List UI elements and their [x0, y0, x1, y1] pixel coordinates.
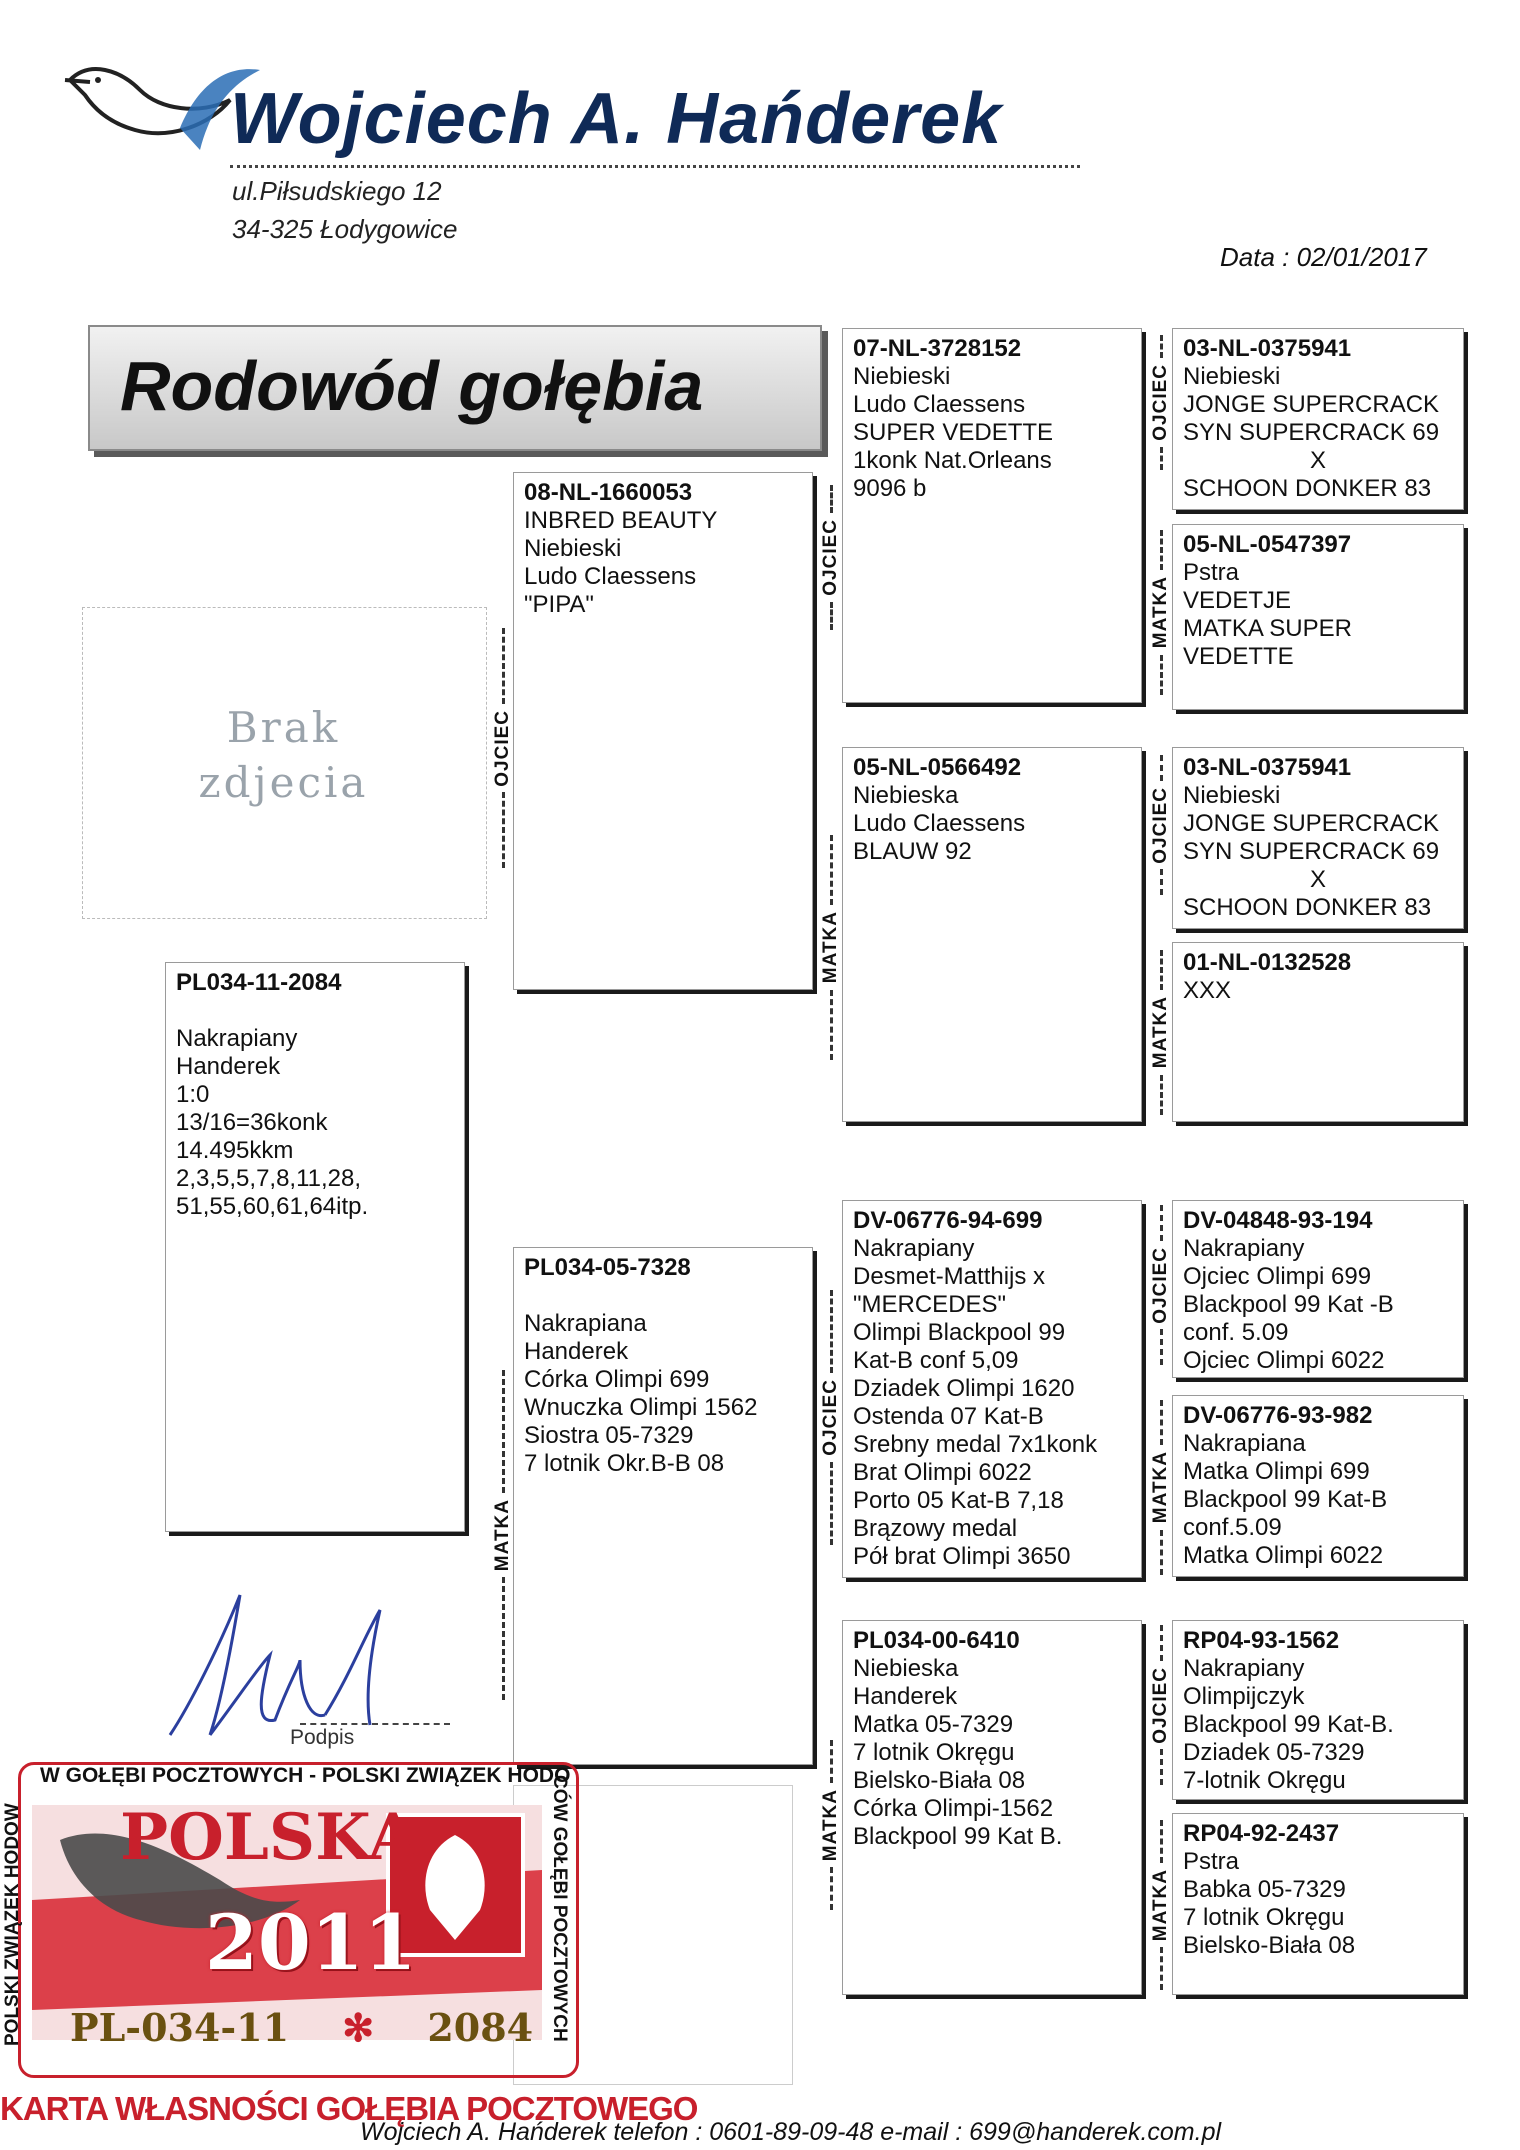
detail-line: Ludo Claessens [524, 563, 697, 590]
detail-line: Blackpool 99 Kat -B [1183, 1291, 1394, 1318]
detail-line: Ludo Claessens [853, 810, 1026, 837]
detail-line: 1:0 [176, 1081, 210, 1108]
detail-line: Ludo Claessens [853, 391, 1026, 418]
detail-line: Brązowy medal [853, 1515, 1018, 1542]
ring-number: 03-NL-0375941 [1183, 754, 1352, 781]
ring-number: DV-04848-93-194 [1183, 1207, 1373, 1234]
stamp-ring-number [70, 2005, 533, 2050]
stamp-country: POLSKA [120, 1800, 418, 1875]
mother-label-text: MATKA [492, 1498, 513, 1572]
address-city: 34-325 Łodygowice [232, 214, 458, 244]
ring-number: 08-NL-1660053 [524, 479, 693, 506]
detail-line: Handerek [853, 1683, 958, 1710]
detail-line: Nakrapiana [1183, 1430, 1306, 1457]
mother-card [513, 1247, 813, 1765]
ring-number: DV-06776-94-699 [853, 1207, 1043, 1234]
detail-line: 9096 b [853, 475, 927, 502]
cross-mark: X [1309, 866, 1326, 893]
fmm-card [1172, 942, 1464, 1122]
detail-line: Matka 05-7329 [853, 1711, 1014, 1738]
detail-line: "MERCEDES" [853, 1291, 1007, 1318]
detail-line: Niebieska [853, 782, 959, 809]
document-date: Data : 02/01/2017 [1220, 242, 1427, 272]
detail-line: XXX [1183, 977, 1232, 1004]
detail-line: 13/16=36konk [176, 1109, 328, 1136]
detail-line: SUPER VEDETTE [853, 419, 1054, 446]
detail-line: Porto 05 Kat-B 7,18 [853, 1487, 1064, 1514]
ring-number: PL034-11-2084 [176, 969, 342, 996]
ring-number: RP04-92-2437 [1183, 1820, 1340, 1847]
mother-mother-card [842, 1620, 1142, 1995]
detail-line: JONGE SUPERCRACK [1183, 391, 1440, 418]
ring-left: PL-034-11 [70, 2005, 290, 2050]
stamp-left-text: POLSKI ZWIĄZEK HODOW [2, 1803, 23, 2047]
detail-line: Córka Olimpi 699 [524, 1366, 710, 1393]
detail-line: Blackpool 99 Kat-B [1183, 1486, 1388, 1513]
detail-line: 7 lotnik Okr.B-B 08 [524, 1450, 725, 1477]
detail-line: JONGE SUPERCRACK [1183, 810, 1440, 837]
detail-line: 7 lotnik Okręgu [1183, 1904, 1345, 1931]
detail-line: SYN SUPERCRACK 69 [1183, 838, 1440, 865]
detail-line: Bielsko-Biała 08 [1183, 1932, 1356, 1959]
mff-card [1172, 1200, 1464, 1378]
detail-line: Córka Olimpi-1562 [853, 1795, 1054, 1822]
ring-number: 01-NL-0132528 [1183, 949, 1352, 976]
detail-line: Niebieska [853, 1655, 959, 1682]
photo-missing-text [82, 700, 485, 810]
detail-line: Pstra [1183, 1848, 1240, 1875]
detail-line [176, 997, 454, 1025]
detail-line: Niebieski [853, 363, 951, 390]
detail-line: Ostenda 07 Kat-B [853, 1403, 1044, 1430]
detail-line: Olimpi Blackpool 99 [853, 1319, 1066, 1346]
detail-line: Kat-B conf 5,09 [853, 1347, 1019, 1374]
father-label-text: OJCIEC [820, 1379, 841, 1456]
detail-line: Ojciec Olimpi 6022 [1183, 1347, 1385, 1374]
father-label-text: OJCIEC [1150, 1666, 1171, 1744]
detail-line: Niebieski [524, 535, 622, 562]
mother-label-text: MATKA [820, 1788, 841, 1862]
detail-line: SCHOON DONKER 83 [1183, 475, 1432, 502]
detail-line: Bielsko-Biała 08 [853, 1767, 1026, 1794]
ring-number: 07-NL-3728152 [853, 335, 1022, 362]
detail-line: Pstra [1183, 559, 1240, 586]
ring-number: RP04-93-1562 [1183, 1627, 1340, 1654]
detail-line: Matka Olimpi 6022 [1183, 1542, 1384, 1569]
detail-line: 2,3,5,5,7,8,11,28, [176, 1165, 362, 1192]
fmf-card [1172, 747, 1464, 929]
detail-line: conf.5.09 [1183, 1514, 1282, 1541]
detail-line [524, 1282, 802, 1310]
ring-number: PL034-05-7328 [524, 1254, 691, 1281]
detail-line: Nakrapiany [1183, 1655, 1305, 1682]
signature-line [300, 1723, 450, 1725]
detail-line: Wnuczka Olimpi 1562 [524, 1394, 758, 1421]
mfm-card [1172, 1395, 1464, 1577]
detail-line: conf. 5.09 [1183, 1319, 1289, 1346]
detail-line: Blackpool 99 Kat B. [853, 1823, 1063, 1850]
detail-line: INBRED BEAUTY [524, 507, 718, 534]
ring-number: PL034-00-6410 [853, 1627, 1020, 1654]
signature-label: Podpis [290, 1726, 355, 1749]
stamp-year: 2011 [205, 1898, 417, 1987]
father-mother-card [842, 747, 1142, 1122]
detail-line: 14.495kkm [176, 1137, 294, 1164]
header-divider [230, 165, 1080, 168]
subject-pigeon-card [165, 962, 465, 1532]
ring-number: 05-NL-0547397 [1183, 531, 1352, 558]
detail-line: Dziadek 05-7329 [1183, 1739, 1365, 1766]
mother-label-text: MATKA [1150, 1451, 1171, 1524]
detail-line: VEDETJE [1183, 587, 1292, 614]
stamp-right-text: CÓW GOŁĘBI POCZTOWYCH [549, 1775, 570, 2042]
detail-line: Nakrapiany [1183, 1235, 1305, 1262]
father-card [513, 472, 813, 990]
father-label-text: OJCIEC [820, 519, 841, 596]
detail-line: 7 lotnik Okręgu [853, 1739, 1015, 1766]
detail-line: Matka Olimpi 699 [1183, 1458, 1370, 1485]
father-father-card [842, 328, 1142, 703]
detail-line: Srebny medal 7x1konk [853, 1431, 1098, 1458]
detail-line: Handerek [176, 1053, 281, 1080]
stamp-top-text: W GOŁĘBI POCZTOWYCH - POLSKI ZWIĄZEK HODO [40, 1764, 571, 1787]
detail-line: "PIPA" [524, 591, 594, 618]
detail-line: Dziadek Olimpi 1620 [853, 1375, 1075, 1402]
detail-line: Ojciec Olimpi 699 [1183, 1263, 1372, 1290]
father-label-text: OJCIEC [492, 709, 513, 787]
detail-line: Nakrapiana [524, 1310, 647, 1337]
mother-label-text: MATKA [1150, 996, 1171, 1069]
detail-line: Pół brat Olimpi 3650 [853, 1543, 1071, 1570]
ring-right: 2084 [427, 2005, 534, 2050]
detail-line: 1konk Nat.Orleans [853, 447, 1052, 474]
ring-number: DV-06776-93-982 [1183, 1402, 1373, 1429]
detail-line: SYN SUPERCRACK 69 [1183, 419, 1440, 446]
detail-line: VEDETTE [1183, 643, 1294, 670]
father-label-text: OJCIEC [1150, 1246, 1171, 1324]
photo-missing-line2: zdjecia [198, 758, 369, 807]
detail-line: Niebieski [1183, 782, 1281, 809]
mmm-card [1172, 1813, 1464, 1995]
mother-label-text: MATKA [820, 911, 841, 984]
detail-line: 51,55,60,61,64itp. [176, 1193, 369, 1220]
mother-label-text: MATKA [1150, 1868, 1171, 1942]
mother-label-text: MATKA [1150, 576, 1171, 649]
detail-line: Blackpool 99 Kat-B. [1183, 1711, 1394, 1738]
page-title: Rodowód gołębia [120, 347, 704, 425]
ring-number: 03-NL-0375941 [1183, 335, 1352, 362]
father-label-text: OJCIEC [1150, 786, 1171, 864]
detail-line: BLAUW 92 [853, 838, 972, 865]
detail-line: SCHOON DONKER 83 [1183, 894, 1432, 921]
photo-missing-line1: Brak [226, 703, 341, 752]
detail-line: MATKA SUPER [1183, 615, 1352, 642]
mmf-card [1172, 1620, 1464, 1800]
detail-line: Handerek [524, 1338, 629, 1365]
mother-father-card [842, 1200, 1142, 1578]
detail-line: Desmet-Matthijs x [853, 1263, 1046, 1290]
address-street: ul.Piłsudskiego 12 [232, 176, 442, 206]
detail-line: 7-lotnik Okręgu [1183, 1767, 1346, 1794]
cross-mark: X [1309, 447, 1326, 474]
fff-card [1172, 328, 1464, 510]
ffm-card [1172, 524, 1464, 710]
star-icon: ✻ [342, 2005, 375, 2050]
detail-line: Olimpijczyk [1183, 1683, 1305, 1710]
detail-line: Siostra 05-7329 [524, 1422, 694, 1449]
detail-line: Babka 05-7329 [1183, 1876, 1346, 1903]
owner-name: Wojciech A. Hańderek [230, 79, 1003, 159]
ring-number: 05-NL-0566492 [853, 754, 1022, 781]
detail-line: Niebieski [1183, 363, 1281, 390]
contact-footer: Wojciech A. Hańderek telefon : 0601-89-09-48 e-mail : 699@handerek.com.pl [360, 2118, 1222, 2146]
stamp-card-title: KARTA WŁASNOŚCI GOŁĘBIA POCZTOWEGO [0, 2090, 698, 2127]
detail-line: Brat Olimpi 6022 [853, 1459, 1032, 1486]
detail-line: Nakrapiany [176, 1025, 298, 1052]
detail-line: Nakrapiany [853, 1235, 975, 1262]
father-label-text: OJCIEC [1150, 364, 1171, 441]
